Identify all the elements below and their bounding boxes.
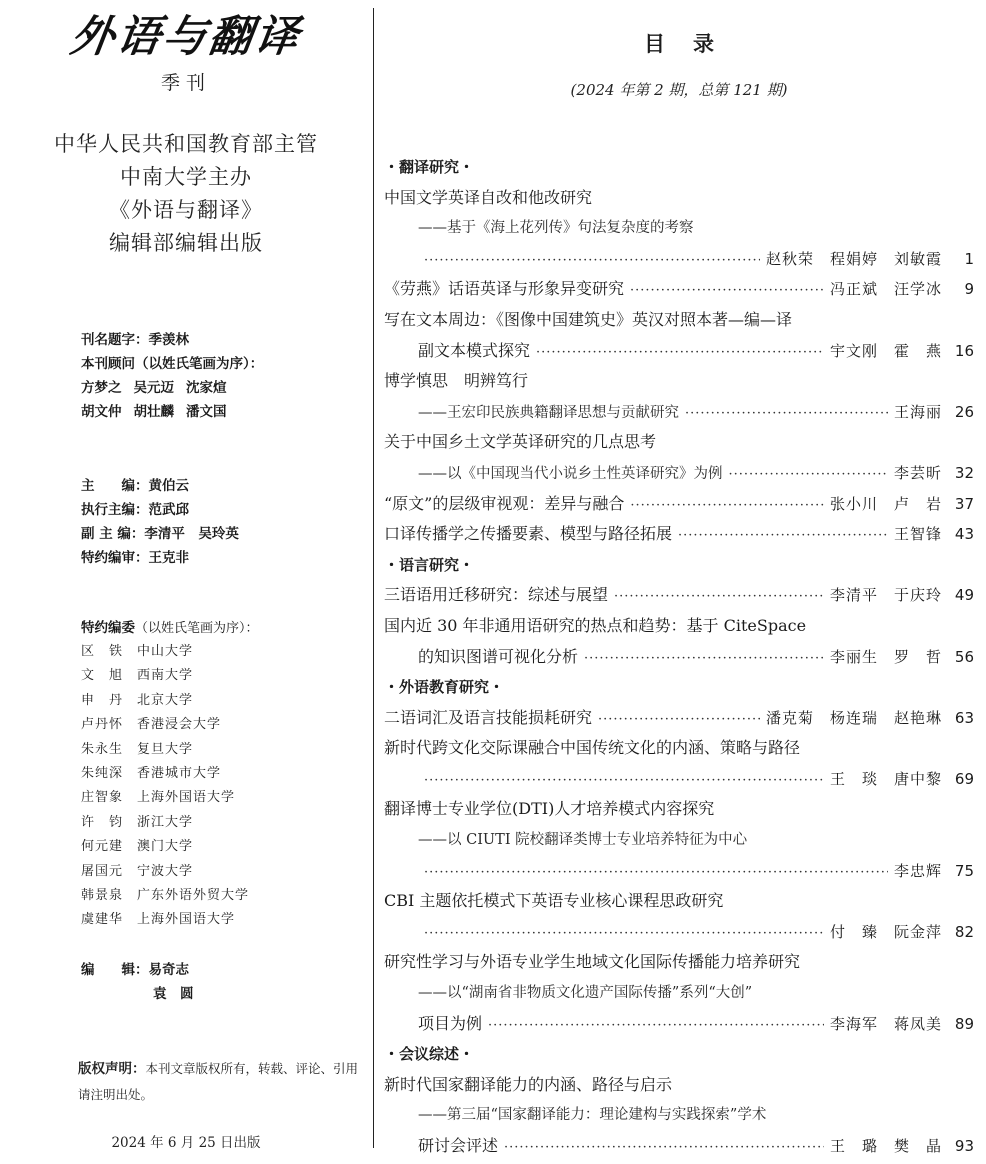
publisher-info (0, 128, 372, 260)
board-member: 许 钧 浙江大学 (81, 814, 194, 830)
masthead (0, 8, 372, 95)
page-number: 63 (954, 708, 974, 727)
toc-entry-byline[interactable] (384, 856, 974, 887)
page-number: 89 (954, 1014, 974, 1033)
toc-title: 目录 (644, 32, 742, 56)
toc-entry[interactable] (384, 703, 974, 734)
article-title-cont: 副文本模式探究 (418, 340, 531, 360)
page-number: 56 (954, 647, 974, 666)
toc-entry-byline[interactable] (384, 764, 974, 795)
section-title: ・语言研究・ (384, 555, 475, 574)
article-title: 二语词汇及语言技能损耗研究 (384, 707, 593, 727)
toc-entry-subtitle[interactable] (384, 1100, 974, 1131)
column-divider (373, 8, 374, 1148)
article-title: 博学慎思 明辨笃行 (384, 371, 529, 391)
org-line: 中华人民共和国教育部主管 (54, 132, 318, 156)
leader-dots (424, 766, 824, 797)
page-number: 82 (954, 922, 974, 941)
toc-section-heading (384, 550, 974, 581)
toc-entry-byline[interactable] (384, 917, 974, 948)
page-number: 9 (964, 280, 974, 299)
leader-dots (584, 644, 824, 675)
board-member: 何元建 澳门大学 (81, 839, 194, 855)
leader-dots (729, 460, 888, 491)
toc-entry-continuation[interactable] (384, 1009, 974, 1040)
special-review: 王克非 (148, 550, 189, 566)
toc-entry-title[interactable] (384, 794, 974, 825)
toc-entry-title[interactable] (384, 366, 974, 397)
toc-entry[interactable] (384, 274, 974, 305)
article-authors: 宇文刚 霍 燕 (829, 341, 942, 360)
section-title: ・会议综述・ (384, 1045, 475, 1064)
leader-dots (536, 338, 824, 369)
board-member: 屠国元 宁波大学 (81, 863, 194, 879)
article-authors: 冯正斌 汪学冰 (829, 280, 942, 299)
leader-dots (678, 521, 888, 552)
toc-entry-continuation[interactable] (384, 458, 974, 489)
article-title: 中国文学英译自改和他改研究 (384, 187, 593, 207)
editors-block (81, 474, 239, 570)
toc-entry-title[interactable] (384, 886, 974, 917)
leader-dots (504, 1133, 824, 1164)
toc-entry-title[interactable] (384, 427, 974, 458)
article-title: “原文”的层级审视观：差异与融合 (384, 493, 625, 513)
toc-entry-subtitle[interactable] (384, 213, 974, 244)
toc-entry-continuation[interactable] (384, 642, 974, 673)
exec-editor-label: 执行主编： (81, 502, 149, 518)
article-authors: 李丽生 罗 哲 (829, 647, 942, 666)
article-subtitle: ——以“湖南省非物质文化遗产国际传播”系列“大创” (418, 985, 753, 1002)
article-authors: 李清平 于庆玲 (829, 586, 942, 605)
article-authors: 王 璐 樊 晶 (829, 1137, 942, 1155)
article-authors: 李芸昕 (893, 463, 942, 482)
toc-column (384, 0, 974, 1162)
board-header (81, 616, 259, 640)
toc-entry-continuation[interactable] (384, 397, 974, 428)
article-subtitle: ——基于《海上花列传》句法复杂度的考察 (418, 220, 694, 237)
article-title-cont: 的知识图谱可视化分析 (418, 646, 579, 666)
toc-entry-title[interactable] (384, 1070, 974, 1101)
board-member: 区 铁 中山大学 (81, 644, 194, 659)
article-title: 研究性学习与外语专业学生地域文化国际传播能力培养研究 (384, 952, 801, 972)
chief-editor: 黄伯云 (148, 478, 189, 494)
article-authors: 潘克菊 杨连瑞 赵艳琳 (765, 708, 942, 727)
leader-dots (630, 491, 824, 522)
article-subtitle: ——以 CIUTI 院校翻译类博士专业培养特征为中心 (418, 832, 748, 849)
board-list (81, 640, 249, 933)
advisors-row: 方梦之 吴元迈 沈家煊 (81, 380, 227, 396)
masthead-column (0, 0, 372, 1162)
advisors-row: 胡文仲 胡壮麟 潘文国 (81, 404, 227, 420)
article-title: 新时代国家翻译能力的内涵、路径与启示 (384, 1074, 673, 1094)
page-number: 26 (954, 402, 974, 421)
board-member: 申 丹 北京大学 (81, 692, 194, 708)
article-title: 关于中国乡土文学英译研究的几点思考 (384, 432, 657, 452)
editor-name: 袁 圆 (153, 986, 194, 1002)
article-title: CBI 主题依托模式下英语专业核心课程思政研究 (384, 891, 724, 911)
leader-dots (488, 1011, 824, 1042)
page-number: 37 (954, 494, 974, 513)
article-subtitle: ——王宏印民族典籍翻译思想与贡献研究 (418, 404, 679, 421)
article-title: 新时代跨文化交际课融合中国传统文化的内涵、策略与路径 (384, 738, 801, 758)
leader-dots (685, 399, 888, 430)
section-title: ・翻译研究・ (384, 158, 475, 176)
toc-entry[interactable] (384, 519, 974, 550)
toc-entry[interactable] (384, 489, 974, 520)
page-number: 1 (964, 249, 974, 268)
page-number: 49 (954, 586, 974, 605)
inscription-label: 刊名题字： (81, 332, 149, 348)
leader-dots (424, 919, 824, 950)
board-member: 文 旭 西南大学 (81, 668, 194, 684)
page-number: 93 (954, 1137, 974, 1155)
leader-dots (424, 246, 760, 277)
article-subtitle: ——第三届“国家翻译能力：理论建构与实践探索”学术 (418, 1107, 767, 1124)
article-authors: 李忠辉 (893, 861, 942, 880)
org-line: 编辑部编辑出版 (109, 231, 263, 255)
toc-section-heading (384, 152, 974, 183)
article-authors: 李海军 蒋凤美 (829, 1014, 942, 1033)
board-member: 卢丹怀 香港浸会大学 (81, 717, 222, 733)
journal-title: 外语与翻译 (67, 12, 305, 62)
board-member: 朱纯深 香港城市大学 (81, 765, 222, 781)
toc-entry-title[interactable] (384, 611, 974, 642)
page-number: 69 (954, 769, 974, 788)
toc-entry-subtitle[interactable] (384, 825, 974, 856)
article-authors: 王海丽 (893, 402, 942, 421)
article-title: 三语语用迁移研究：综述与展望 (384, 585, 609, 605)
board-member: 韩景泉 广东外语外贸大学 (81, 887, 250, 903)
toc-entry[interactable] (384, 580, 974, 611)
toc-entry-title[interactable] (384, 183, 974, 214)
toc-entry-title[interactable] (384, 947, 974, 978)
article-title: 口译传播学之传播要素、模型与路径拓展 (384, 524, 673, 544)
board-label: 特约编委 (81, 620, 135, 636)
page-number: 32 (954, 463, 974, 482)
article-title: 国内近 30 年非通用语研究的热点和趋势：基于 CiteSpace (384, 615, 807, 635)
toc-entry-continuation[interactable] (384, 1131, 974, 1162)
deputy-editor-label: 副 主 编： (81, 526, 145, 542)
board-member: 庄智象 上海外国语大学 (81, 790, 236, 806)
advisors-label: 本刊顾问（以姓氏笔画为序）： (81, 356, 264, 372)
toc-entry-title[interactable] (384, 305, 974, 336)
article-title: 翻译博士专业学位(DTI)人才培养模式内容探究 (384, 799, 715, 819)
copyright-label: 版权声明： (78, 1061, 146, 1077)
special-review-label: 特约编审： (81, 550, 149, 566)
article-authors: 赵秋荣 程娟婷 刘敏霞 (765, 249, 942, 268)
toc-section-heading (384, 1039, 974, 1070)
toc-entry-subtitle[interactable] (384, 978, 974, 1009)
article-title: 写在文本周边：《图像中国建筑史》英汉对照本著—编—译 (384, 309, 793, 329)
editors-label: 编 辑： (81, 962, 149, 978)
inscription-name: 季羡林 (148, 332, 189, 348)
toc-entry-title[interactable] (384, 733, 974, 764)
deputy-editor: 李清平 吴玲英 (144, 526, 239, 542)
issue-info: (2024 年第 2 期，总第 121 期) (570, 81, 788, 99)
staff-editors (81, 958, 194, 1006)
board-member: 朱永生 复旦大学 (81, 741, 194, 757)
article-title-cont: 研讨会评述 (418, 1136, 499, 1155)
leader-dots (614, 582, 824, 613)
board-member: 虞建华 上海外国语大学 (81, 912, 236, 928)
toc-list (384, 152, 974, 1162)
board-note: （以姓氏笔画为序）： (135, 621, 259, 636)
toc-section-heading (384, 672, 974, 703)
org-line: 《外语与翻译》 (109, 198, 263, 222)
journal-frequency: 季刊 (160, 72, 211, 94)
page-number: 16 (954, 341, 974, 360)
leader-dots (630, 276, 824, 307)
article-authors: 王 琰 唐中黎 (829, 769, 942, 788)
publication-date: 2024 年 6 月 25 日出版 (111, 1135, 261, 1151)
article-authors: 张小川 卢 岩 (829, 494, 942, 513)
chief-editor-label: 主 编： (81, 478, 149, 494)
article-authors: 王智锋 (893, 525, 942, 544)
toc-entry-byline[interactable] (384, 244, 974, 275)
advisors-block (81, 328, 263, 424)
leader-dots (424, 858, 888, 889)
article-subtitle: ——以《中国现当代小说乡土性英译研究》为例 (418, 465, 723, 482)
page-number: 43 (954, 525, 974, 544)
editor-name: 易奇志 (148, 962, 189, 978)
exec-editor: 范武邱 (148, 502, 189, 518)
article-authors: 付 臻 阮金萍 (829, 922, 942, 941)
org-line: 中南大学主办 (120, 165, 252, 189)
copyright-text: 本刊文章版权所有，转载、评论、引用请注明出处。 (78, 1061, 359, 1102)
page-number: 75 (954, 861, 974, 880)
copyright-notice (78, 1056, 370, 1107)
section-title: ・外语教育研究・ (384, 678, 505, 697)
article-title-cont: 项目为例 (418, 1013, 483, 1033)
article-title: 《劳燕》话语英译与形象异变研究 (384, 279, 625, 299)
leader-dots (598, 705, 760, 736)
toc-entry-continuation[interactable] (384, 336, 974, 367)
